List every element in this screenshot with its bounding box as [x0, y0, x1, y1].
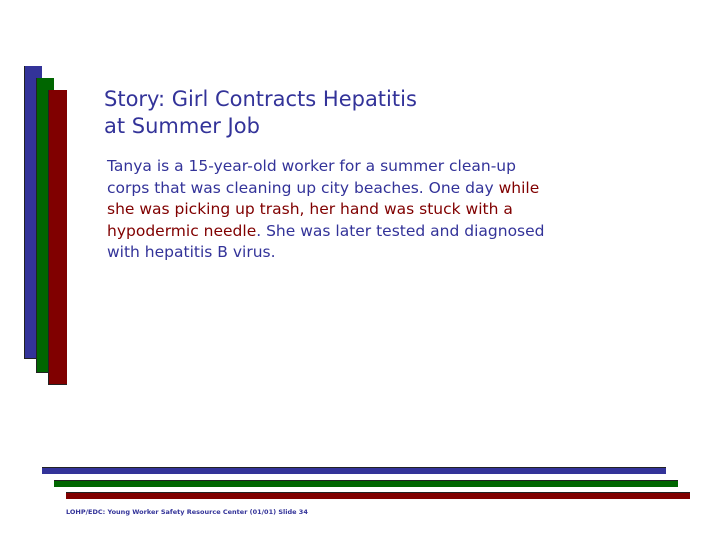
- slide-footer: LOHP/EDC: Young Worker Safety Resource Center (01/01) Slide 34: [66, 508, 308, 516]
- vertical-accent-bar-red: [48, 90, 67, 385]
- horizontal-accent-bar-red: [66, 492, 690, 499]
- story-text-part1: Tanya is a 15-year-old worker for a summer clean-up corps that was cleaning up city beaches. One day: [107, 157, 516, 197]
- horizontal-accent-bar-green: [54, 480, 678, 487]
- story-text-highlight: while she was picking up trash, her hand was stuck with a hypodermic needle: [107, 178, 540, 240]
- story-paragraph: [107, 156, 547, 264]
- slide-title-line2: at Summer Job: [104, 114, 260, 138]
- horizontal-accent-bar-blue: [42, 467, 666, 474]
- story-text-part2: . She was later tested and diagnosed with hepatitis B virus.: [107, 221, 545, 261]
- slide-title: [104, 86, 624, 140]
- slide-title-line1: Story: Girl Contracts Hepatitis: [104, 87, 417, 111]
